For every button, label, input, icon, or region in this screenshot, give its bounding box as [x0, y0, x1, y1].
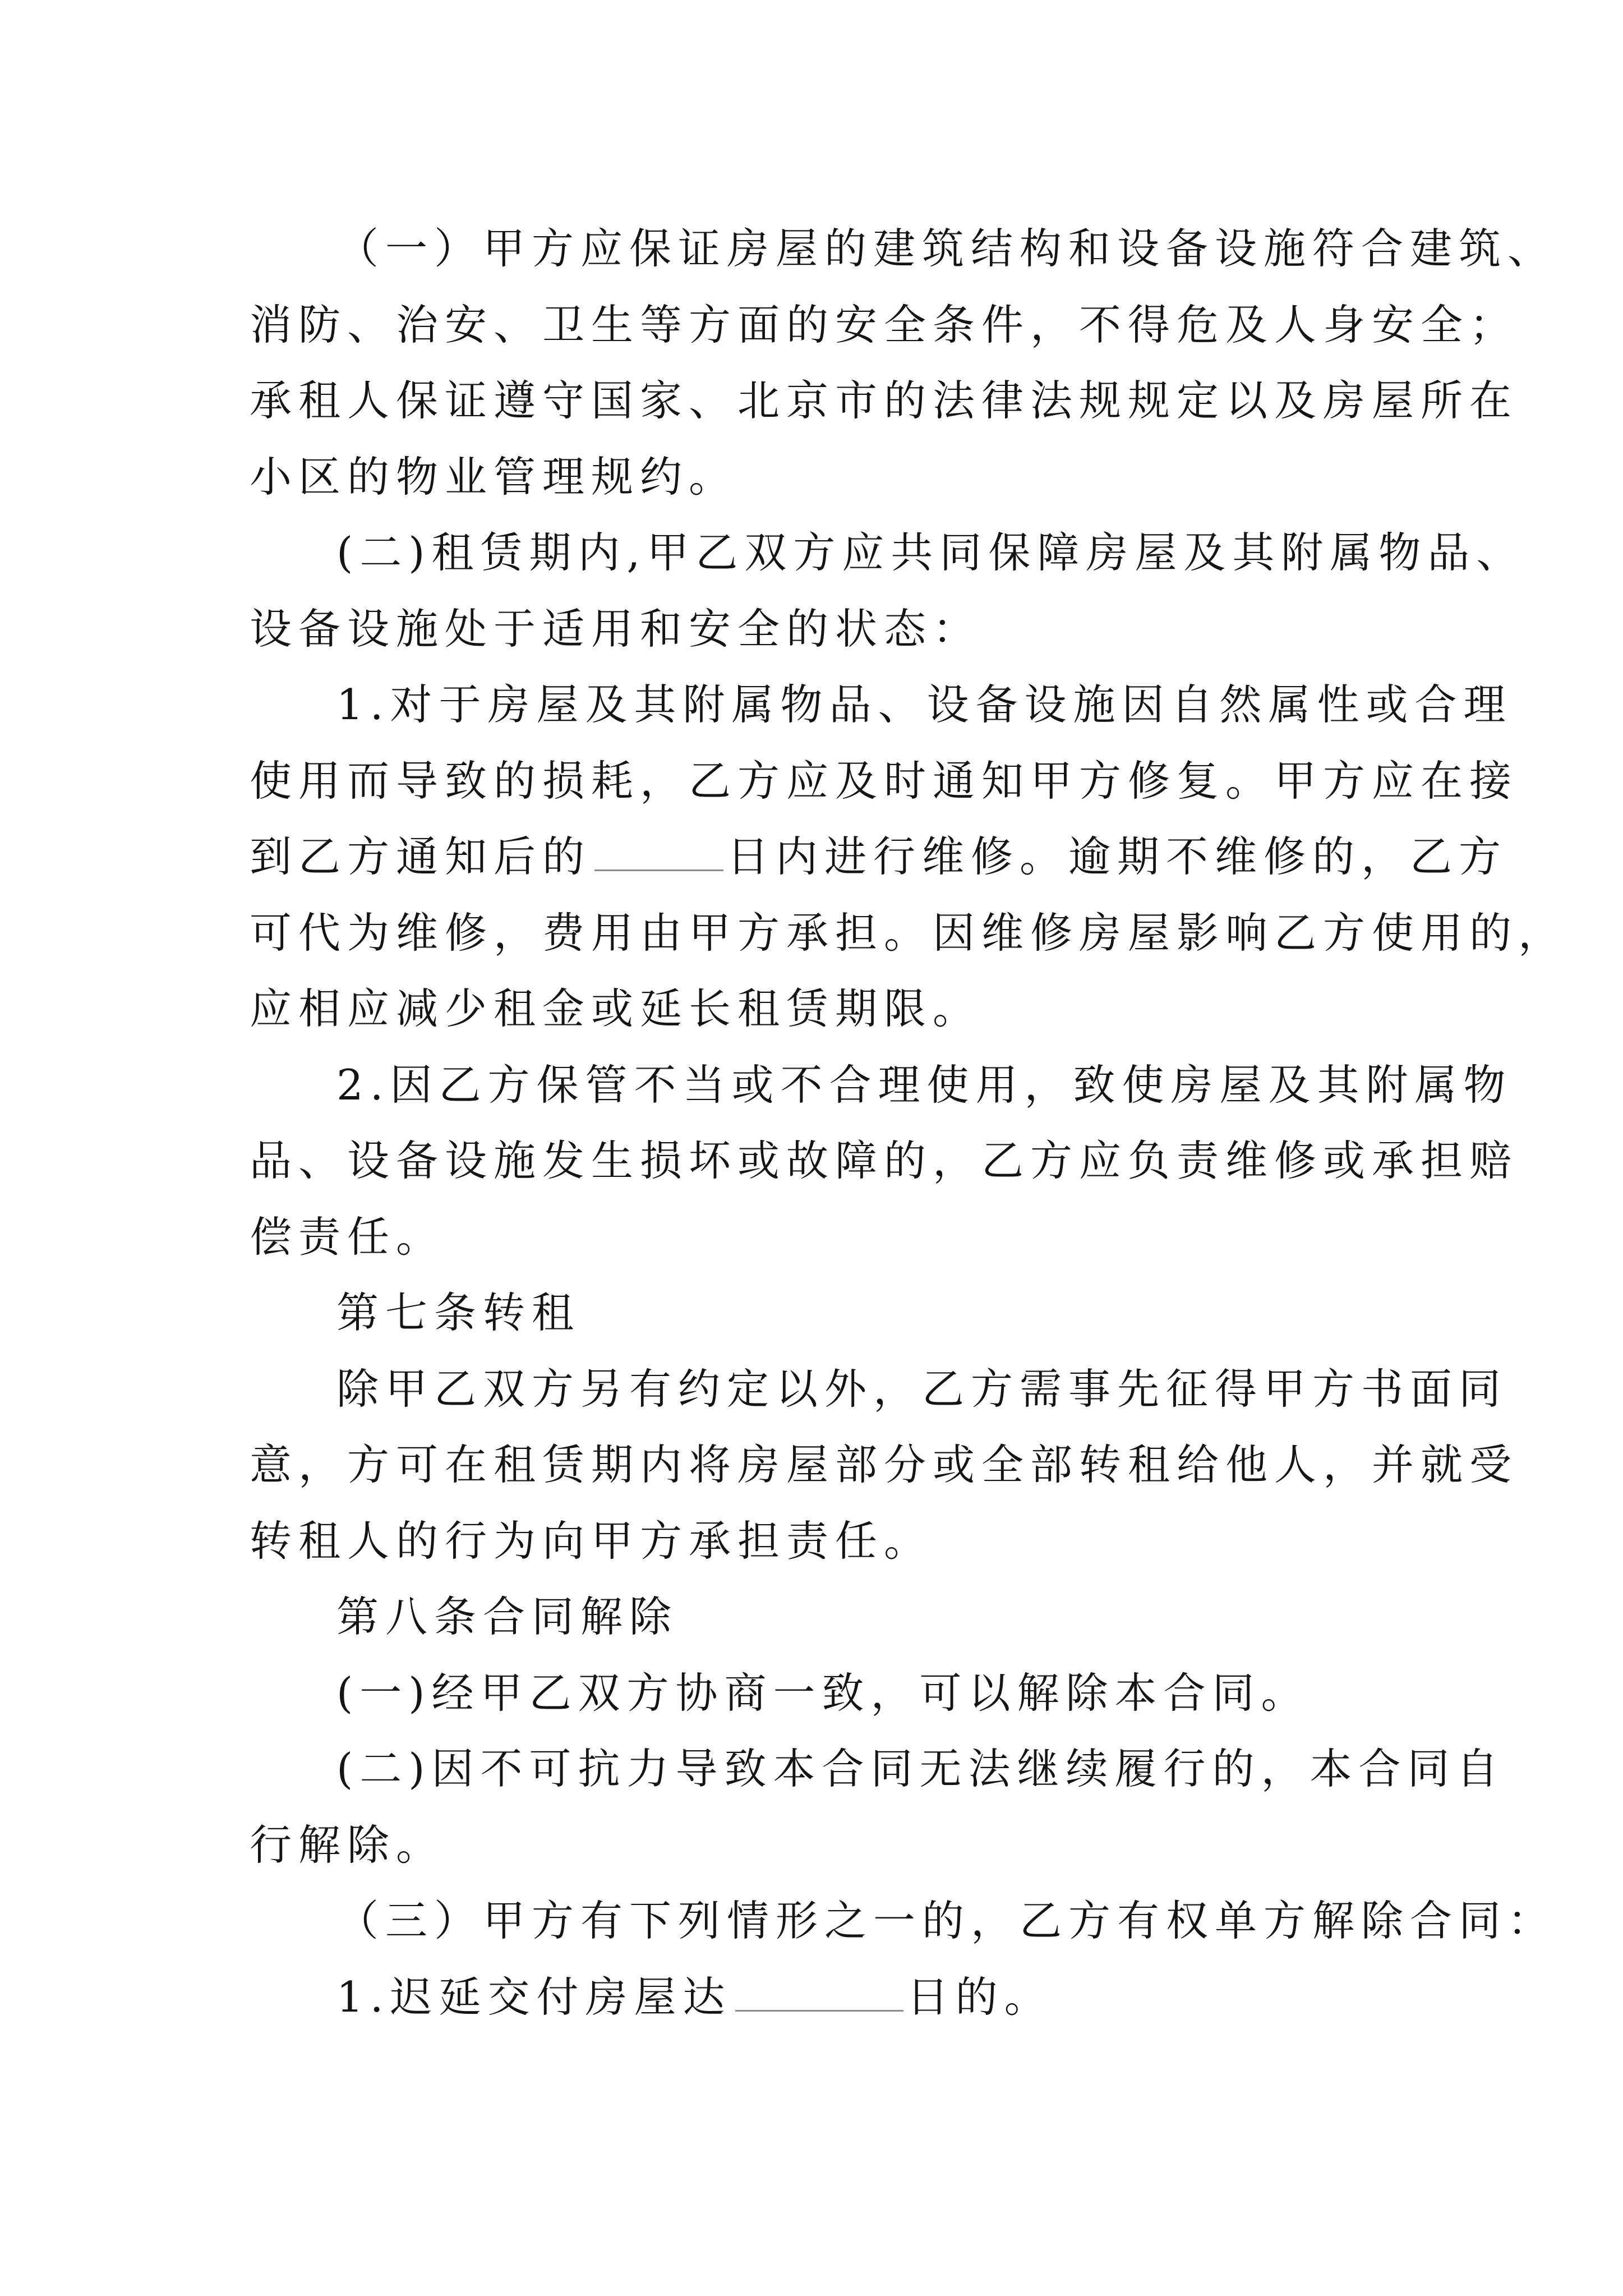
section-heading: 第七条转租 [336, 1288, 581, 1337]
text-line: (二)因不可抗力导致本合同无法继续履行的，本合同自 [336, 1744, 1505, 1793]
clause-8-1 [250, 1655, 1377, 1732]
text-line: (一)经甲乙双方协商一致，可以解除本合同。 [336, 1668, 1310, 1718]
text-line: 1.对于房屋及其附属物品、设备设施因自然属性或合理 [336, 680, 1513, 729]
text-line: 2.因乙方保管不当或不合理使用，致使房屋及其附属物 [336, 1060, 1513, 1110]
clause-6-2-item-2 [250, 1047, 1519, 1276]
document-body [250, 211, 1567, 2035]
text-line: 意，方可在租赁期内将房屋部分或全部转租给他人，并就受 [250, 1440, 1519, 1489]
text-line: (二)租赁期内,甲乙双方应共同保障房屋及其附属物品、 [336, 528, 1525, 577]
text-line-with-blank [250, 819, 1508, 895]
text-line: 可代为维修，费用由甲方承担。因维修房屋影响乙方使用的， [250, 908, 1567, 958]
text-line: 设备设施处于适用和安全的状态： [250, 604, 982, 654]
text-segment: 1.迟延交付房屋达 [336, 1972, 732, 2022]
article-8-heading [250, 1579, 1377, 1655]
text-line: 小区的物业管理规约。 [250, 452, 738, 501]
text-line: 使用而导致的损耗，乙方应及时通知甲方修复。甲方应在接 [250, 756, 1519, 806]
text-line: 消防、治安、卫生等方面的安全条件，不得危及人身安全； [250, 300, 1519, 349]
clause-6-2-item-1 [250, 667, 1567, 1047]
text-line: 承租人保证遵守国家、北京市的法律法规规定以及房屋所在 [250, 376, 1519, 425]
text-line: （一）甲方应保证房屋的建筑结构和设备设施符合建筑、 [336, 224, 1557, 273]
text-line: 转租人的行为向甲方承担责任。 [250, 1516, 933, 1566]
text-segment: 到乙方通知后的 [250, 832, 592, 881]
text-line: 应相应减少租金或延长租赁期限。 [250, 984, 982, 1033]
section-heading: 第八条合同解除 [336, 1592, 679, 1641]
clause-8-3-item-1 [250, 1959, 1377, 2036]
clause-6-1 [250, 211, 1557, 515]
clause-8-2 [250, 1731, 1505, 1883]
article-7-body [250, 1351, 1519, 1580]
text-line: 偿责任。 [250, 1212, 445, 1262]
article-7-heading [250, 1275, 1377, 1351]
text-line: 除甲乙双方另有约定以外，乙方需事先征得甲方书面同 [336, 1364, 1508, 1414]
text-segment: 日内进行维修。逾期不维修的，乙方 [727, 832, 1508, 881]
text-line: 品、设备设施发生损坏或故障的，乙方应负责维修或承担赔 [250, 1136, 1519, 1185]
text-line: （三）甲方有下列情形之一的，乙方有权单方解除合同： [336, 1896, 1557, 1945]
text-line: 行解除。 [250, 1820, 445, 1870]
text-line-with-blank [250, 1959, 1377, 2036]
fill-in-blank-days[interactable] [735, 1972, 903, 2012]
clause-8-3 [250, 1883, 1557, 1959]
fill-in-blank-days[interactable] [594, 832, 723, 872]
clause-6-2 [250, 515, 1525, 667]
text-segment: 日的。 [906, 1972, 1053, 2022]
